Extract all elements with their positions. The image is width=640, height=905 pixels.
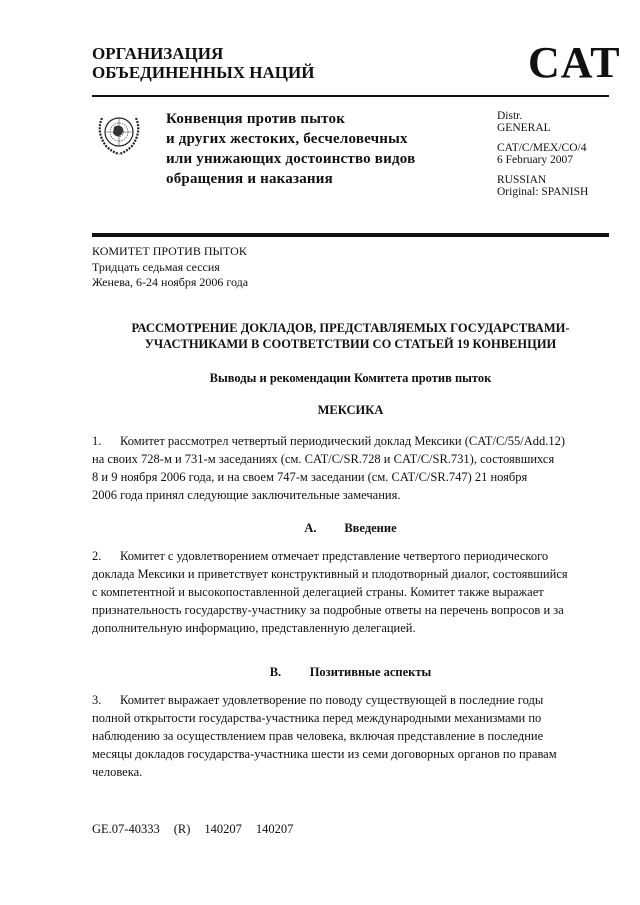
un-emblem-icon bbox=[94, 108, 144, 160]
text-line: человека. bbox=[92, 765, 143, 779]
section-title: Введение bbox=[344, 521, 397, 535]
convention-line: обращения и наказания bbox=[166, 171, 333, 187]
text-line: Комитет рассмотрел четвертый периодический доклад Мексики (CAT/C/55/Add.12) bbox=[120, 434, 566, 448]
distr-label: Distr. bbox=[497, 110, 523, 122]
text-line: Комитет с удовлетворением отмечает представление четвертого периодического bbox=[120, 549, 549, 563]
section-title: Позитивные аспекты bbox=[309, 665, 432, 679]
doc-date: 6 February 2007 bbox=[497, 154, 574, 166]
divider-thick bbox=[92, 233, 609, 237]
text-line: Комитет выражает удовлетворение по поводу существующей в последние годы bbox=[120, 693, 544, 707]
section-heading-a bbox=[92, 520, 609, 536]
paragraph-3 bbox=[92, 691, 609, 781]
text-line: на своих 728-м и 731-м заседаниях (см. CAT/C/SR.728 и CAT/C/SR.731), состоявшихся bbox=[92, 452, 555, 466]
text-line: месяцы докладов государства-участника шести из семи договорных органов по правам bbox=[92, 747, 557, 761]
text-line: 2006 года принял следующие заключительные замечания. bbox=[92, 488, 401, 502]
title-line: РАССМОТРЕНИЕ ДОКЛАДОВ, ПРЕДСТАВЛЯЕМЫХ ГОСУДАРСТВАМИ- bbox=[131, 321, 570, 335]
convention-line: или унижающих достоинство видов bbox=[166, 151, 416, 167]
subtitle: Выводы и рекомендации Комитета против пыток bbox=[209, 371, 492, 385]
paragraph-number: 2. bbox=[92, 549, 102, 563]
section-label: A. bbox=[304, 521, 317, 535]
org-line: ОРГАНИЗАЦИЯ bbox=[92, 44, 224, 63]
country-heading: МЕКСИКА bbox=[317, 403, 384, 417]
committee-name: КОМИТЕТ ПРОТИВ ПЫТОК bbox=[92, 244, 247, 258]
footer-date: 140207 bbox=[204, 822, 242, 836]
text-line: полной открытости государства-участника перед международными механизмами по bbox=[92, 711, 542, 725]
session: Тридцать седьмая сессия bbox=[92, 259, 220, 274]
text-line: 8 и 9 ноября 2006 года, и на своем 747-м заседании (см. CAT/C/SR.747) 21 ноября bbox=[92, 470, 528, 484]
paragraph-number: 1. bbox=[92, 434, 102, 448]
original-language: Original: SPANISH bbox=[497, 186, 589, 198]
text-line: наблюдению за осуществлением прав человека, включая представление в последние bbox=[92, 729, 544, 743]
footer-date: 140207 bbox=[255, 822, 294, 836]
job-number: GE.07-40333 bbox=[92, 822, 160, 836]
document-symbol-large: CAT bbox=[528, 38, 621, 87]
distribution: GENERAL bbox=[497, 122, 551, 134]
doc-language: RUSSIAN bbox=[497, 174, 547, 186]
section-label: B. bbox=[269, 665, 282, 679]
divider bbox=[92, 95, 609, 97]
title-line: УЧАСТНИКАМИ В СООТВЕТСТВИИ СО СТАТЬЕЙ 19 КОНВЕНЦИИ bbox=[144, 337, 557, 351]
org-line: ОБЪЕДИНЕННЫХ НАЦИЙ bbox=[92, 63, 315, 82]
document-meta bbox=[497, 110, 588, 198]
text-line: доклада Мексики и приветствует конструктивный и плодотворный диалог, состоявшийся bbox=[92, 567, 568, 581]
footer-lang: (R) bbox=[173, 822, 191, 836]
text-line: признательность государству-участнику за подробные ответы на перечень вопросов и за bbox=[92, 603, 564, 617]
text-line: дополнительную информацию, представленную делегацией. bbox=[92, 621, 416, 635]
convention-title bbox=[166, 109, 415, 189]
main-title bbox=[92, 320, 609, 352]
section-heading-b bbox=[92, 664, 609, 680]
footer-job-number bbox=[92, 822, 307, 837]
organization-name bbox=[92, 44, 314, 82]
doc-symbol: CAT/C/MEX/CO/4 bbox=[497, 142, 587, 154]
convention-line: и других жестоких, бесчеловечных bbox=[166, 131, 408, 147]
paragraph-number: 3. bbox=[92, 693, 102, 707]
paragraph-1 bbox=[92, 432, 609, 504]
paragraph-2 bbox=[92, 547, 609, 637]
place-date: Женева, 6-24 ноября 2006 года bbox=[92, 275, 249, 289]
convention-line: Конвенция против пыток bbox=[166, 111, 346, 127]
text-line: с компетентной и высокопоставленной делегацией страны. Комитет также выражает bbox=[92, 585, 544, 599]
committee-info bbox=[92, 244, 248, 291]
